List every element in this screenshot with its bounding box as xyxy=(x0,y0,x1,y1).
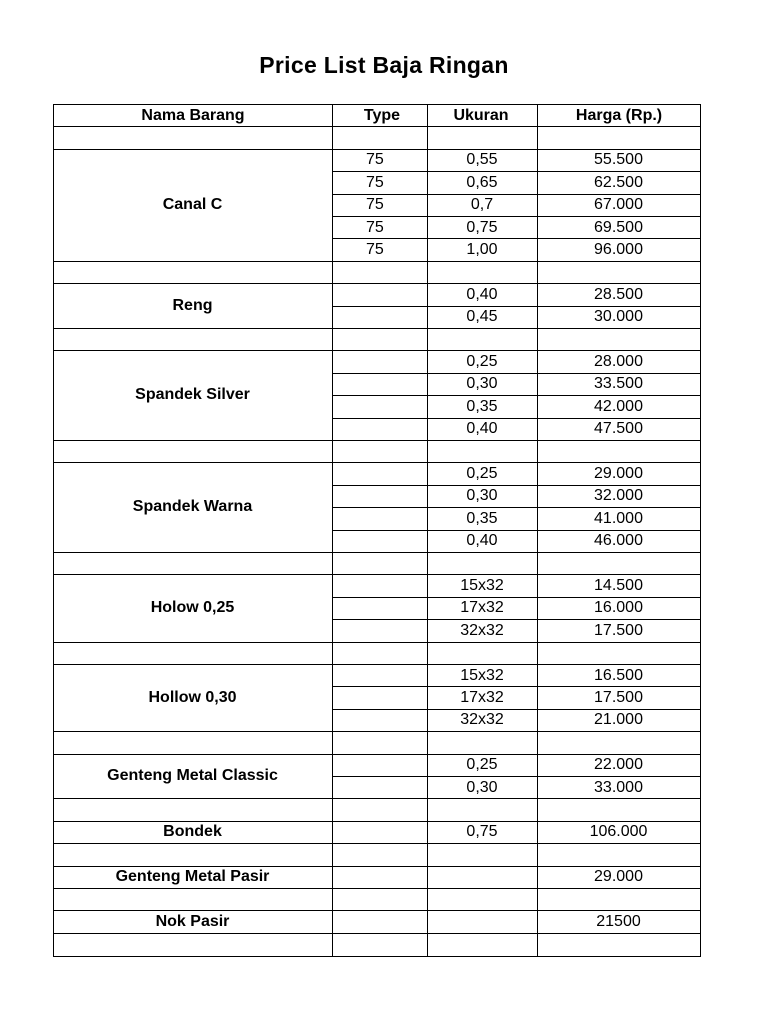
row-divider xyxy=(332,709,701,710)
ukuran-cell: 0,75 xyxy=(466,823,498,841)
row-divider xyxy=(53,956,701,957)
header-harga: Harga (Rp.) xyxy=(575,107,663,124)
ukuran-cell: 0,30 xyxy=(466,778,498,796)
item-name: Spandek Silver xyxy=(135,386,250,404)
item-name: Bondek xyxy=(163,823,222,840)
harga-cell: 47.500 xyxy=(594,420,643,438)
harga-cell: 28.000 xyxy=(594,352,643,370)
harga-cell: 69.500 xyxy=(594,218,643,236)
ukuran-cell: 0,45 xyxy=(466,308,498,326)
row-divider xyxy=(53,843,701,844)
row-divider xyxy=(53,104,701,105)
row-divider xyxy=(53,933,701,934)
row-divider xyxy=(53,642,701,643)
row-divider xyxy=(332,373,701,374)
row-divider xyxy=(332,686,701,687)
harga-cell: 17.500 xyxy=(594,688,643,706)
harga-cell: 33.500 xyxy=(594,375,643,393)
harga-cell: 21500 xyxy=(596,912,641,930)
ukuran-cell: 0,40 xyxy=(466,285,498,303)
ukuran-cell: 0,65 xyxy=(466,173,498,191)
item-name: Genteng Metal Classic xyxy=(107,767,278,784)
header-type: Type xyxy=(363,107,401,124)
price-table xyxy=(53,104,701,956)
ukuran-cell: 32x32 xyxy=(460,711,504,729)
ukuran-cell: 0,75 xyxy=(466,218,498,236)
harga-cell: 32.000 xyxy=(594,487,643,505)
harga-cell: 42.000 xyxy=(594,397,643,415)
harga-cell: 41.000 xyxy=(594,509,643,527)
row-divider xyxy=(332,418,701,419)
harga-cell: 16.500 xyxy=(594,666,643,684)
row-divider xyxy=(332,485,701,486)
row-divider xyxy=(332,597,701,598)
row-divider xyxy=(53,798,701,799)
header-ukuran: Ukuran xyxy=(453,107,509,124)
row-divider xyxy=(332,171,701,172)
harga-cell: 33.000 xyxy=(594,778,643,796)
row-divider xyxy=(53,126,701,127)
harga-cell: 29.000 xyxy=(594,868,643,886)
ukuran-cell: 17x32 xyxy=(460,688,504,706)
harga-cell: 29.000 xyxy=(594,464,643,482)
harga-cell: 16.000 xyxy=(594,599,643,617)
row-divider xyxy=(332,306,701,307)
row-divider xyxy=(332,238,701,239)
harga-cell: 55.500 xyxy=(594,151,643,169)
row-divider xyxy=(332,507,701,508)
header-nama-barang: Nama Barang xyxy=(141,107,245,124)
row-divider xyxy=(53,552,701,553)
row-divider xyxy=(53,261,701,262)
row-divider xyxy=(332,395,701,396)
harga-cell: 106.000 xyxy=(589,823,648,841)
row-divider xyxy=(332,216,701,217)
row-divider xyxy=(332,530,701,531)
harga-cell: 46.000 xyxy=(594,532,643,550)
harga-cell: 62.500 xyxy=(594,173,643,191)
page-title: Price List Baja Ringan xyxy=(259,52,509,78)
ukuran-cell: 15x32 xyxy=(460,666,504,684)
harga-cell: 28.500 xyxy=(594,285,643,303)
type-cell: 75 xyxy=(366,173,384,191)
ukuran-cell: 0,35 xyxy=(466,397,498,415)
ukuran-cell: 32x32 xyxy=(460,621,504,639)
harga-cell: 14.500 xyxy=(594,576,643,594)
row-divider xyxy=(53,888,701,889)
ukuran-cell: 0,40 xyxy=(466,532,498,550)
item-name: Genteng Metal Pasir xyxy=(115,867,270,885)
row-divider xyxy=(332,194,701,195)
harga-cell: 67.000 xyxy=(594,196,643,214)
ukuran-cell: 0,55 xyxy=(466,151,498,169)
ukuran-cell: 0,30 xyxy=(466,375,498,393)
ukuran-cell: 0,25 xyxy=(466,464,498,482)
row-divider xyxy=(53,731,701,732)
ukuran-cell: 15x32 xyxy=(460,576,504,594)
ukuran-cell: 0,7 xyxy=(470,196,494,214)
row-divider xyxy=(53,440,701,441)
ukuran-cell: 17x32 xyxy=(460,599,504,617)
type-cell: 75 xyxy=(366,240,384,258)
row-divider xyxy=(53,328,701,329)
column-divider xyxy=(53,104,54,956)
row-divider xyxy=(332,776,701,777)
ukuran-cell: 0,25 xyxy=(466,352,498,370)
harga-cell: 30.000 xyxy=(594,308,643,326)
item-name: Canal C xyxy=(162,195,223,213)
harga-cell: 22.000 xyxy=(594,756,643,774)
ukuran-cell: 1,00 xyxy=(466,240,498,258)
row-divider xyxy=(332,619,701,620)
harga-cell: 17.500 xyxy=(594,621,643,639)
ukuran-cell: 0,35 xyxy=(466,509,498,527)
type-cell: 75 xyxy=(366,196,384,214)
item-name: Hollow 0,30 xyxy=(148,688,237,706)
harga-cell: 96.000 xyxy=(594,240,643,258)
ukuran-cell: 0,40 xyxy=(466,420,498,438)
harga-cell: 21.000 xyxy=(594,711,643,729)
item-name: Nok Pasir xyxy=(155,912,230,930)
item-name: Holow 0,25 xyxy=(150,599,235,616)
type-cell: 75 xyxy=(366,218,384,236)
item-name: Reng xyxy=(172,296,213,314)
ukuran-cell: 0,25 xyxy=(466,756,498,774)
item-name: Spandek Warna xyxy=(132,498,253,516)
type-cell: 75 xyxy=(366,151,384,169)
ukuran-cell: 0,30 xyxy=(466,487,498,505)
